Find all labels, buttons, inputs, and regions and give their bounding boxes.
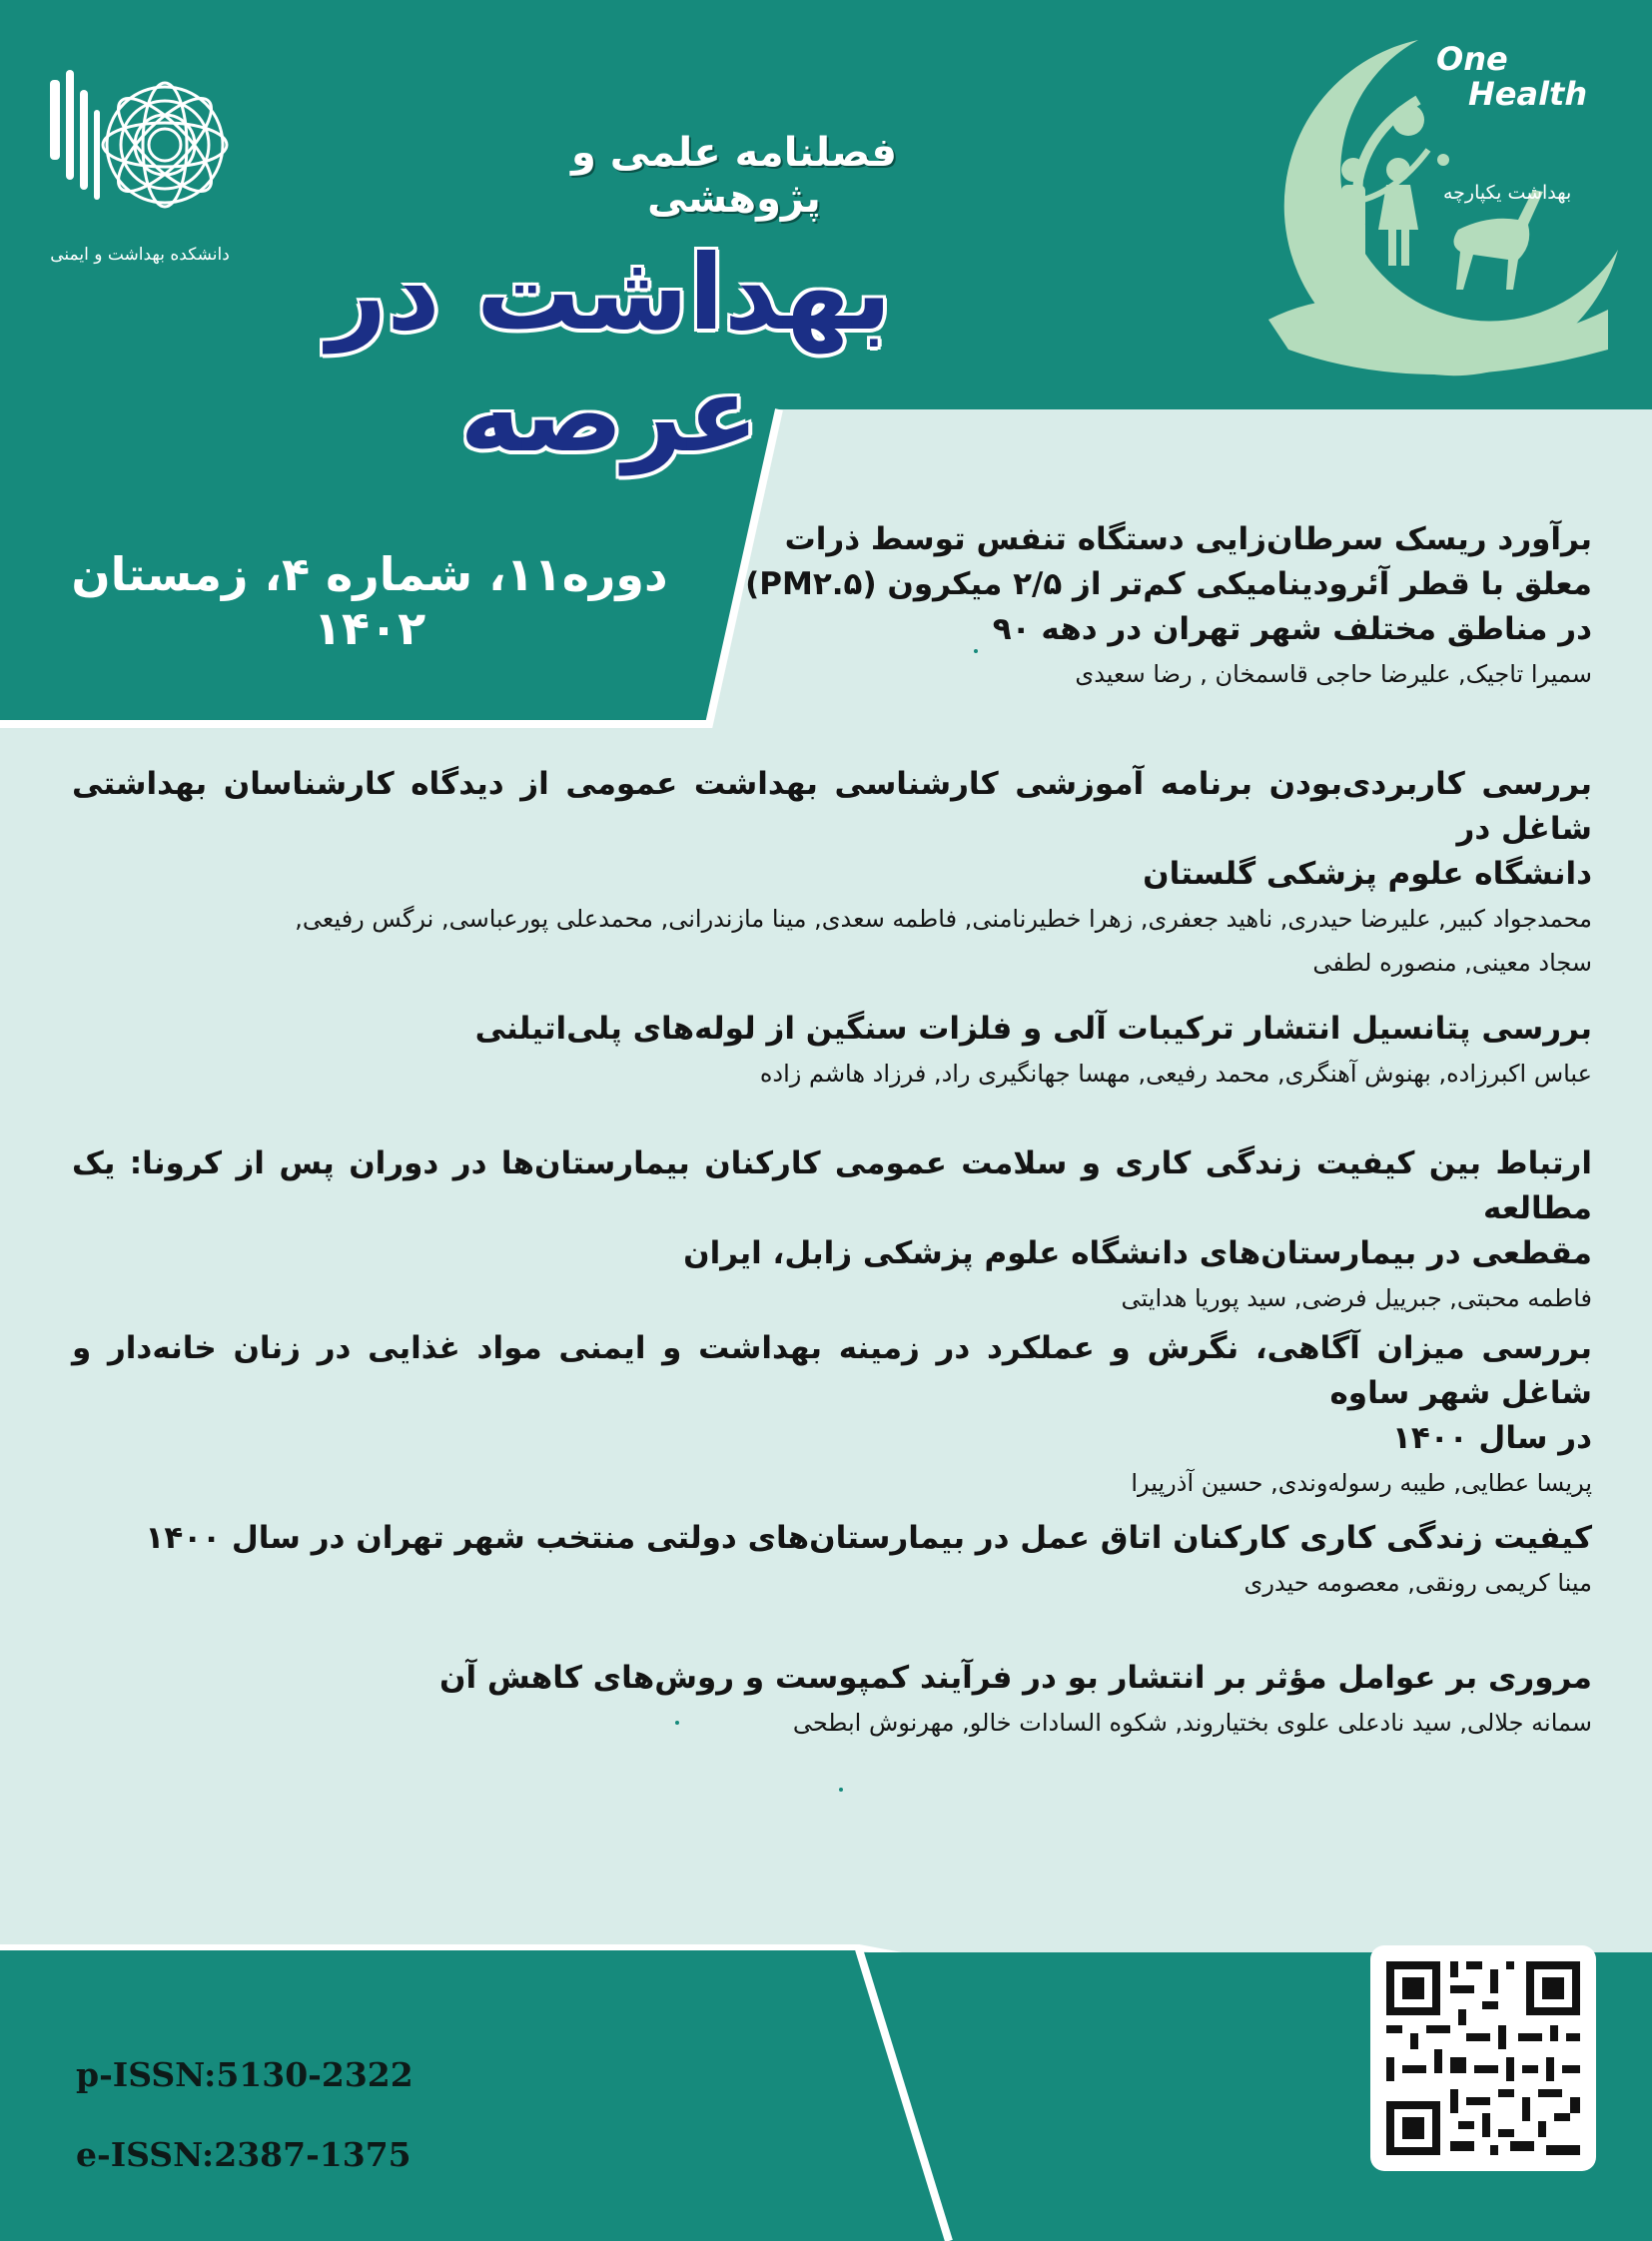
article-title-line: مقطعی در بیمارستان‌های دانشگاه علوم پزشکی زابل، ایران <box>683 1235 1592 1271</box>
article-title-line: مروری بر عوامل مؤثر بر انتشار بو در فرآیند کمپوست و روش‌های کاهش آن <box>439 1660 1592 1696</box>
decorative-dot <box>974 649 978 653</box>
article-title-line: بررسی پتانسیل انتشار ترکیبات آلی و فلزات سنگین از لوله‌های پلی‌اتیلنی <box>474 1011 1592 1047</box>
article-title-line: بررسی کاربردی‌بودن برنامه آموزشی کارشناسی بهداشت عمومی از دیدگاه کارشناسان بهداشتی شاغل در <box>72 766 1592 847</box>
article-title-line: ارتباط بین کیفیت زندگی کاری و سلامت عمومی کارکنان بیمارستان‌ها در دوران پس از کرونا: یک مطالعه <box>72 1145 1592 1226</box>
article-title-line: در مناطق مختلف شهر تهران در دهه ۹۰ <box>992 611 1592 647</box>
qr-code[interactable] <box>1370 1945 1596 2171</box>
one-health-subtitle: بهداشت یکپارچه <box>1443 182 1572 204</box>
article-title-line: معلق با قطر آئرودینامیکی کم‌تر از ۲/۵ میکرون (PM۲.۵) <box>745 566 1592 602</box>
article-authors: سمانه جلالی, سید نادعلی علوی بختیاروند, شکوه السادات خالو, مهرنوش ابطحی <box>792 1709 1592 1737</box>
article-authors: پریسا عطایی, طیبه رسوله‌وندی, حسین آذرپیرا <box>1131 1469 1592 1497</box>
decorative-dot <box>839 1788 843 1792</box>
faculty-label: دانشکده بهداشت و ایمنی <box>50 245 230 265</box>
article-1 <box>593 517 1592 696</box>
article-5 <box>72 1326 1592 1505</box>
article-2 <box>72 762 1592 985</box>
article-title-line: کیفیت زندگی کاری کارکنان اتاق عمل در بیمارستان‌های دولتی منتخب شهر تهران در سال ۱۴۰۰ <box>145 1520 1592 1556</box>
article-title-line: در سال ۱۴۰۰ <box>1391 1420 1592 1456</box>
one-health-title-health: Health <box>1468 75 1588 113</box>
article-title-line: دانشگاه علوم پزشکی گلستان <box>1143 856 1592 892</box>
p-issn: p-ISSN:5130-2322 <box>76 2055 413 2094</box>
journal-title: بهداشت در عرصه <box>327 232 892 475</box>
article-title-line: بررسی میزان آگاهی، نگرش و عملکرد در زمینه بهداشت و ایمنی مواد غذایی در زنان خانه‌دار و شاغل شهر ساوه <box>72 1330 1592 1411</box>
e-issn: e-ISSN:2387-1375 <box>76 2135 412 2174</box>
article-authors: مینا کریمی رونقی, معصومه حیدری <box>1243 1569 1592 1597</box>
article-7 <box>72 1656 1592 1745</box>
issue-label: دوره۱۱، شماره ۴، زمستان ۱۴۰۲ <box>71 547 668 655</box>
article-authors: محمدجواد کبیر, علیرضا حیدری, ناهید جعفری, زهرا خطیرنامنی, فاطمه سعدی, مینا مازندرانی, محمدعلی پورعباسی, نرگس رفیعی, <box>295 905 1592 933</box>
article-authors: سمیرا تاجیک, علیرضا حاجی قاسمخان , رضا سعیدی <box>1075 660 1592 688</box>
article-6 <box>72 1516 1592 1605</box>
article-authors: عباس اکبرزاده, بهنوش آهنگری, محمد رفیعی, مهسا جهانگیری راد, فرزاد هاشم زاده <box>759 1060 1592 1088</box>
article-authors: سجاد معینی, منصوره لطفی <box>1312 949 1592 977</box>
article-authors: فاطمه محبتی, جبرییل فرضی, سید پوریا هدایتی <box>1121 1284 1592 1312</box>
journal-subtitle: فصلنامه علمی و پژوهشی <box>571 130 897 222</box>
article-title-line: برآورد ریسک سرطان‌زایی دستگاه تنفس توسط ذرات <box>784 521 1592 557</box>
one-health-title-one: One <box>1436 40 1508 78</box>
article-3 <box>72 1007 1592 1096</box>
decorative-dot <box>675 1721 679 1725</box>
article-4 <box>72 1141 1592 1320</box>
qr-code-icon <box>1370 1945 1596 2171</box>
